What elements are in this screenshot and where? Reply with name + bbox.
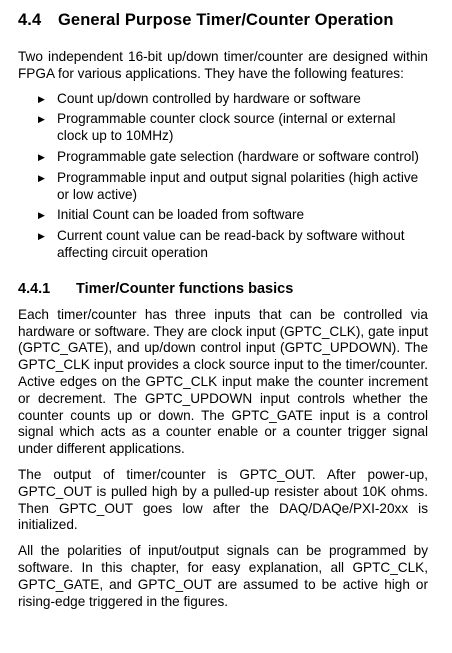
subsection-number: 4.4.1 [18, 280, 51, 297]
subsection-heading [18, 280, 428, 298]
body-paragraph: All the polarities of input/output signals can be programmed by software. In this chapter, for easy explanation, all GPTC_CLK, GPTC_GATE, and GPTC_OUT are assumed to be active high or rising-edge triggered in the figures. [18, 543, 428, 609]
feature-item [18, 111, 428, 145]
feature-text: Current count value can be read-back by software without affecting circuit operation [57, 228, 405, 260]
feature-text: Initial Count can be loaded from software [57, 207, 305, 223]
feature-text: Programmable counter clock source (internal or external clock up to 10MHz) [57, 111, 396, 144]
bullet-triangle-icon: ▶ [38, 172, 45, 183]
bullet-triangle-icon: ▶ [38, 151, 45, 162]
section-heading [18, 10, 428, 30]
feature-item [18, 91, 428, 108]
section-title: General Purpose Timer/Counter Operation [58, 11, 394, 29]
feature-text: Count up/down controlled by hardware or software [57, 90, 361, 106]
bullet-triangle-icon: ▶ [38, 210, 45, 221]
bullet-triangle-icon: ▶ [38, 114, 45, 125]
feature-item [18, 228, 428, 262]
feature-list [18, 91, 428, 262]
feature-item [18, 207, 428, 224]
bullet-triangle-icon: ▶ [38, 93, 45, 104]
feature-item [18, 149, 428, 166]
feature-text: Programmable input and output signal polarities (high active or low active) [57, 169, 419, 202]
document-page [18, 10, 428, 610]
body-paragraph: The output of timer/counter is GPTC_OUT. After power-up, GPTC_OUT is pulled high by a pulled-up resister about 10K ohms. Then GPTC_OUT goes low after the DAQ/DAQe/PXI-20xx is initialized. [18, 466, 428, 533]
section-number: 4.4 [18, 11, 42, 29]
feature-item [18, 170, 428, 204]
bullet-triangle-icon: ▶ [38, 231, 45, 242]
body-paragraph: Each timer/counter has three inputs that can be controlled via hardware or software. They are clock input (GPTC_CLK), gate input (GPTC_GATE), and up/down control input (GPTC_UPDOWN). The GPTC_CLK input provides a clock source input to the timer/counter. Active edges on the GPTC_CLK input make the counter increment or decrement. The GPTC_UPDOWN input controls whether the counter counts up or down. The GPTC_GATE input is a control signal which acts as a counter enable or a counter trigger signal under different applications. [18, 306, 428, 457]
intro-paragraph: Two independent 16-bit up/down timer/counter are designed within FPGA for various applications. They have the following features: [18, 49, 428, 81]
subsection-title: Timer/Counter functions basics [76, 280, 294, 297]
feature-text: Programmable gate selection (hardware or software control) [57, 148, 419, 164]
